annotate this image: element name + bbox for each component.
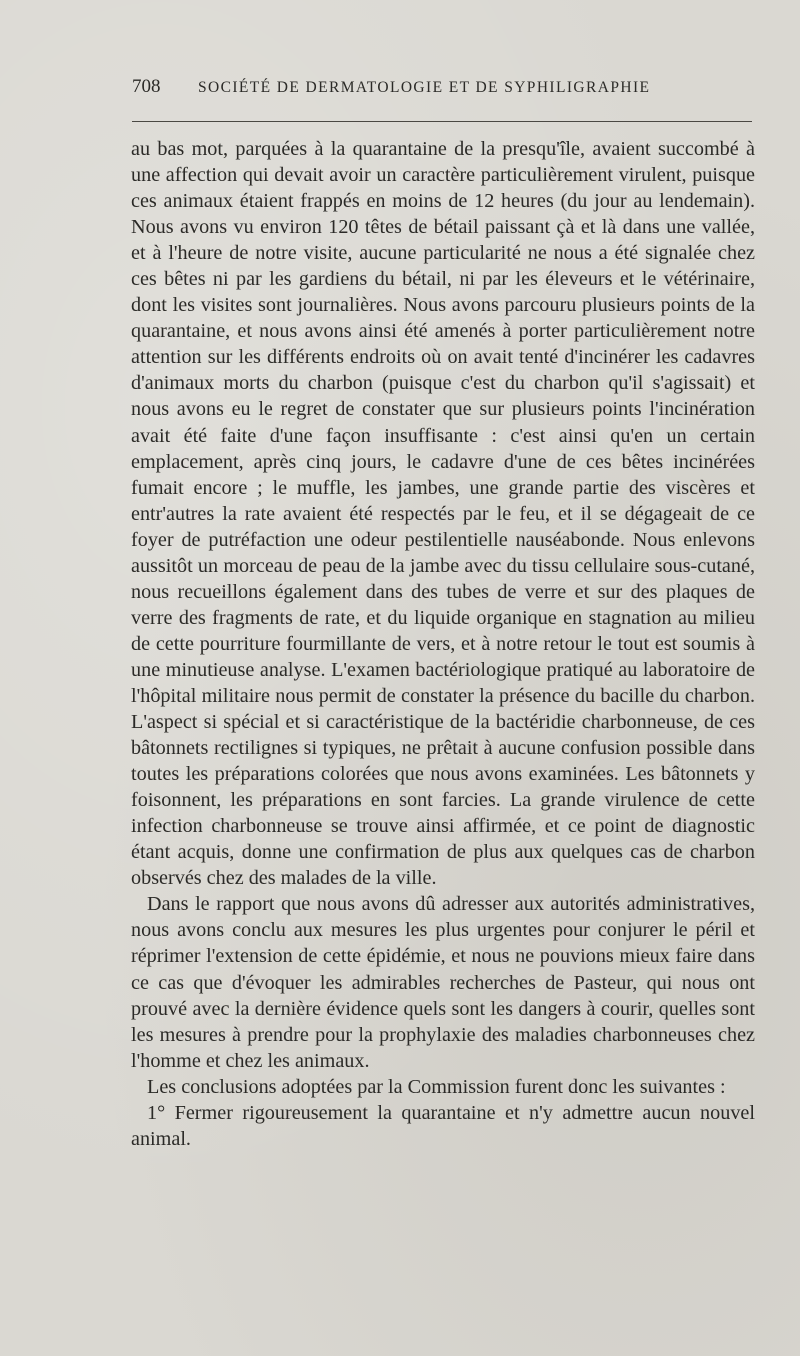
header-rule xyxy=(132,121,752,122)
paragraph-report: Dans le rapport que nous avons dû adresser aux autorités administratives, nous avons conclu aux mesures les plus urgentes pour conjurer le péril et réprimer l'extension de cette épidémie, et nous ne pouvions mieux faire dans ce cas que d'évoquer les admirables recherches de Pasteur, qui nous ont prouvé avec la dernière évidence quels sont les dangers à courir, quelles sont les mesures à prendre pour la prophylaxie des maladies charbonneuses chez l'homme et chez les animaux. xyxy=(131,893,755,1072)
page-number: 708 xyxy=(132,76,161,97)
paragraph-conclusions: Les conclusions adoptées par la Commission furent donc les suivantes : xyxy=(147,1075,726,1098)
running-head xyxy=(132,76,752,106)
journal-title: SOCIÉTÉ DE DERMATOLOGIE ET DE SYPHILIGRAPHIE xyxy=(198,79,651,96)
paragraph-measure-1: 1° Fermer rigoureusement la quarantaine et n'y admettre aucun nouvel animal. xyxy=(131,1101,755,1150)
paragraph-continuation: au bas mot, parquées à la quarantaine de la presqu'île, avaient succombé à une affection qui devait avoir un caractère particulièrement virulent, puisque ces animaux étaient frappés en moins de 12 heures (du jour au lendemain). Nous avons vu environ 120 têtes de bétail paissant çà et là dans une vallée, et à l'heure de notre visite, aucune particularité ne nous a été signalée chez ces bêtes ni par les gardiens du bétail, ni par les éleveurs et le vétérinaire, dont les visites sont journalières. Nous avons parcouru plusieurs points de la quarantaine, et nous avons ainsi été amenés à porter particulièrement notre attention sur les différents endroits où on avait tenté d'incinérer les cadavres d'animaux morts du charbon (puisque c'est du charbon qu'il s'agissait) et nous avons eu le regret de constater que sur plusieurs points l'incinération avait été faite d'une façon insuffisante : c'est ainsi qu'en un certain emplacement, après cinq jours, le cadavre d'une de ces bêtes incinérées fumait encore ; le muffle, les jambes, une grande partie des viscères et entr'autres la rate avaient été respectés par le feu, et il se dégageait de ce foyer de putréfaction une odeur pestilentielle nauséabonde. Nous enlevons aussitôt un morceau de peau de la jambe avec du tissu cellulaire sous-cutané, nous recueillons également dans des tubes de verre et sur des plaques de verre des fragments de rate, et du liquide organique en stagnation au milieu de cette pourriture fourmillante de vers, et à notre retour le tout est soumis à une minutieuse analyse. L'examen bactériologique pratiqué au laboratoire de l'hôpital militaire nous permit de constater la présence du bacille du charbon. L'aspect si spécial et si caractéristique de la bactéridie charbonneuse, de ces bâtonnets rectilignes si typiques, ne prêtait à aucune confusion possible dans toutes les préparations colorées que nous avons examinées. Les bâtonnets y foisonnent, les préparations en sont farcies. La grande virulence de cette infection charbonneuse se trouve ainsi affirmée, et ce point de diagnostic étant acquis, donne une confirmation de plus aux quelques cas de charbon observés chez des malades de la ville. xyxy=(131,138,755,890)
body-text xyxy=(131,136,755,1152)
